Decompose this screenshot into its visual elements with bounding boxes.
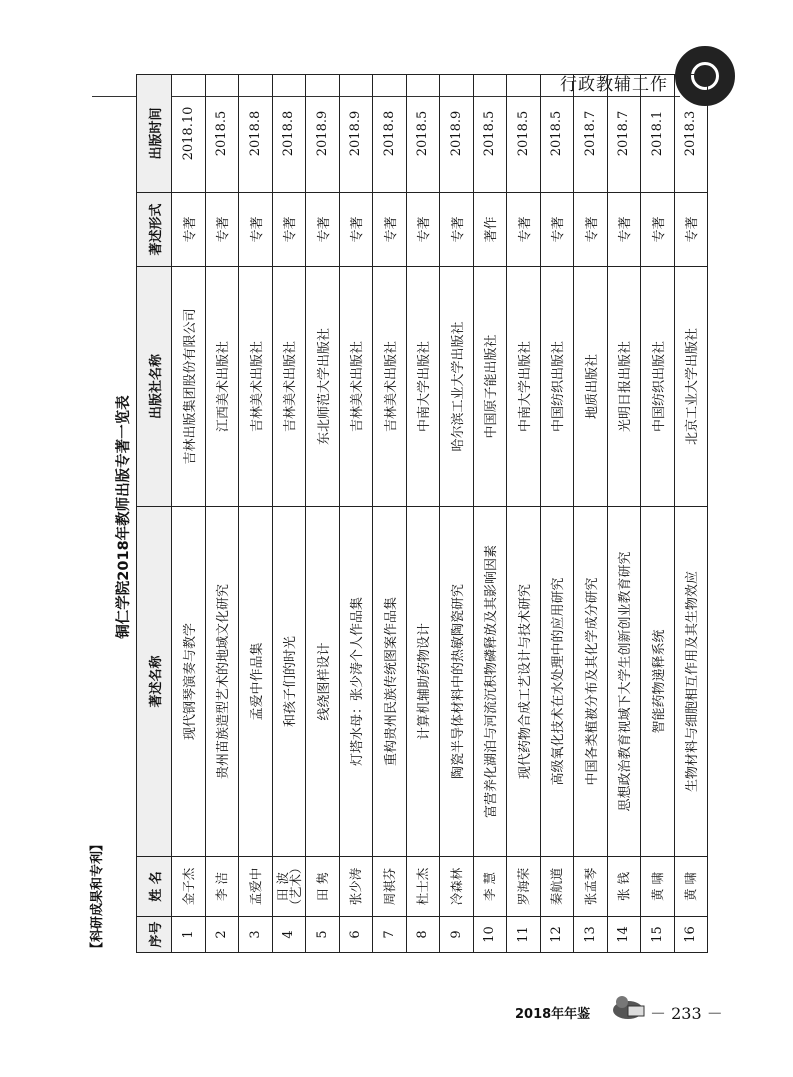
cell-title: 计算机辅助药物设计: [406, 507, 440, 857]
cell-title: 思想政治教育视域下大学生创新创业教育研究: [607, 507, 641, 857]
cell-author: 黄 啸: [674, 857, 708, 917]
cell-author: 李 洁: [205, 857, 239, 917]
cell-date: 2018.9: [339, 75, 373, 193]
table-row: [574, 75, 608, 953]
cell-form: 专著: [641, 193, 675, 267]
cell-form: 专著: [607, 193, 641, 267]
cell-index: 1: [172, 917, 206, 953]
cell-date: 2018.10: [172, 75, 206, 193]
running-header-title: 行政教辅工作: [560, 75, 668, 95]
cell-title: 贵州苗族造型艺术的地域文化研究: [205, 507, 239, 857]
cell-date: 2018.1: [641, 75, 675, 193]
cell-publisher: 吉林美术出版社: [339, 267, 373, 507]
cell-index: 3: [239, 917, 273, 953]
cell-date: 2018.8: [239, 75, 273, 193]
cell-publisher: 中南大学出版社: [406, 267, 440, 507]
cell-title: 重构贵州民族传统图案作品集: [373, 507, 407, 857]
cell-form: 专著: [574, 193, 608, 267]
cell-publisher: 江西美术出版社: [205, 267, 239, 507]
table-row: [205, 75, 239, 953]
cell-publisher: 中南大学出版社: [507, 267, 541, 507]
table-body: [172, 75, 708, 953]
cell-form: 专著: [373, 193, 407, 267]
column-header-author: 姓 名: [137, 857, 172, 917]
cell-author: 黄 啸: [641, 857, 675, 917]
table-header-row: [137, 75, 172, 953]
cell-form: 专著: [272, 193, 306, 267]
cell-form: 专著: [172, 193, 206, 267]
cell-form: 专著: [306, 193, 340, 267]
cell-publisher: 东北师范大学出版社: [306, 267, 340, 507]
cell-publisher: 中国纺织出版社: [540, 267, 574, 507]
cell-publisher: 中国原子能出版社: [473, 267, 507, 507]
column-header-index: 序号: [137, 917, 172, 953]
cell-date: 2018.8: [272, 75, 306, 193]
cell-form: 专著: [507, 193, 541, 267]
cell-author: 周祺芬: [373, 857, 407, 917]
cell-index: 10: [473, 917, 507, 953]
cell-author: 杜士杰: [406, 857, 440, 917]
cell-publisher: 北京工业大学出版社: [674, 267, 708, 507]
cell-date: 2018.3: [674, 75, 708, 193]
cell-author: 张少涛: [339, 857, 373, 917]
cell-author: 田 波 （艺术）: [272, 857, 306, 917]
publication-table: [136, 74, 708, 953]
column-header-title: 著述名称: [137, 507, 172, 857]
cell-title: 生物材料与细胞相互作用及其生物效应: [674, 507, 708, 857]
cell-date: 2018.9: [440, 75, 474, 193]
column-header-date: 出版时间: [137, 75, 172, 193]
cell-form: 专著: [205, 193, 239, 267]
cell-index: 7: [373, 917, 407, 953]
cell-publisher: 地质出版社: [574, 267, 608, 507]
cell-date: 2018.5: [540, 75, 574, 193]
cell-title: 线绕图样设计: [306, 507, 340, 857]
cell-title: 陶瓷半导体材料中的热敏陶瓷研究: [440, 507, 474, 857]
table-row: [239, 75, 273, 953]
cell-date: 2018.8: [373, 75, 407, 193]
cell-index: 4: [272, 917, 306, 953]
cell-title: 中国各类植被分布及其化学成分研究: [574, 507, 608, 857]
table-row: [674, 75, 708, 953]
cell-date: 2018.9: [306, 75, 340, 193]
cell-publisher: 光明日报出版社: [607, 267, 641, 507]
cell-date: 2018.7: [607, 75, 641, 193]
cell-publisher: 吉林美术出版社: [239, 267, 273, 507]
cell-index: 6: [339, 917, 373, 953]
cell-title: 孟爱中作品集: [239, 507, 273, 857]
cell-publisher: 中国纺织出版社: [641, 267, 675, 507]
cell-index: 16: [674, 917, 708, 953]
cell-form: 专著: [540, 193, 574, 267]
cell-author: 金子杰: [172, 857, 206, 917]
cell-author: 冷森林: [440, 857, 474, 917]
cell-author: 张 钱: [607, 857, 641, 917]
cell-publisher: 吉林美术出版社: [272, 267, 306, 507]
column-header-form: 著述形式: [137, 193, 172, 267]
cell-publisher: 哈尔滨工业大学出版社: [440, 267, 474, 507]
cell-author: 李 慧: [473, 857, 507, 917]
cell-title: 和孩子们的时光: [272, 507, 306, 857]
cell-date: 2018.7: [574, 75, 608, 193]
cell-author: 田 隽: [306, 857, 340, 917]
table-row: [306, 75, 340, 953]
table-title: 铜仁学院2018年教师出版专著一览表: [116, 395, 132, 639]
table-row: [507, 75, 541, 953]
cell-date: 2018.5: [205, 75, 239, 193]
table-row: [272, 75, 306, 953]
cell-form: 专著: [339, 193, 373, 267]
page-number: － 233 －: [650, 1004, 723, 1023]
section-label: 【科研成果和专利】: [90, 837, 105, 955]
cell-title: 富营养化湖泊与河流沉积物磷释放及其影响因素: [473, 507, 507, 857]
cell-index: 11: [507, 917, 541, 953]
cell-publisher: 吉林美术出版社: [373, 267, 407, 507]
table-row: [172, 75, 206, 953]
cell-index: 5: [306, 917, 340, 953]
cell-title: 现代钢琴演奏与教学: [172, 507, 206, 857]
table-row: [440, 75, 474, 953]
cell-author: 孟爱中: [239, 857, 273, 917]
table-row: [641, 75, 675, 953]
cell-index: 12: [540, 917, 574, 953]
cell-title: 灯塔水母：张少涛个人作品集: [339, 507, 373, 857]
cell-title: 高级氧化技术在水处理中的应用研究: [540, 507, 574, 857]
table-row: [373, 75, 407, 953]
cell-author: 罗海荣: [507, 857, 541, 917]
cell-form: 专著: [674, 193, 708, 267]
column-header-publisher: 出版社名称: [137, 267, 172, 507]
cell-index: 8: [406, 917, 440, 953]
cell-title: 智能药物递释系统: [641, 507, 675, 857]
cell-author: 秦航道: [540, 857, 574, 917]
table-row: [473, 75, 507, 953]
yearbook-label: 2018年年鉴: [515, 1007, 591, 1022]
cell-form: 专著: [239, 193, 273, 267]
cell-index: 13: [574, 917, 608, 953]
cell-date: 2018.5: [507, 75, 541, 193]
table-row: [540, 75, 574, 953]
cell-title: 现代药物合成工艺设计与技术研究: [507, 507, 541, 857]
reading-mascot-icon: [608, 992, 648, 1022]
table-row: [607, 75, 641, 953]
cell-index: 9: [440, 917, 474, 953]
cell-author: 张孟琴: [574, 857, 608, 917]
table-row: [406, 75, 440, 953]
cell-form: 专著: [406, 193, 440, 267]
cell-index: 15: [641, 917, 675, 953]
cell-index: 14: [607, 917, 641, 953]
cell-publisher: 吉林出版集团股份有限公司: [172, 267, 206, 507]
table-row: [339, 75, 373, 953]
cell-form: 著作: [473, 193, 507, 267]
cell-form: 专著: [440, 193, 474, 267]
cell-date: 2018.5: [406, 75, 440, 193]
cell-index: 2: [205, 917, 239, 953]
cell-date: 2018.5: [473, 75, 507, 193]
